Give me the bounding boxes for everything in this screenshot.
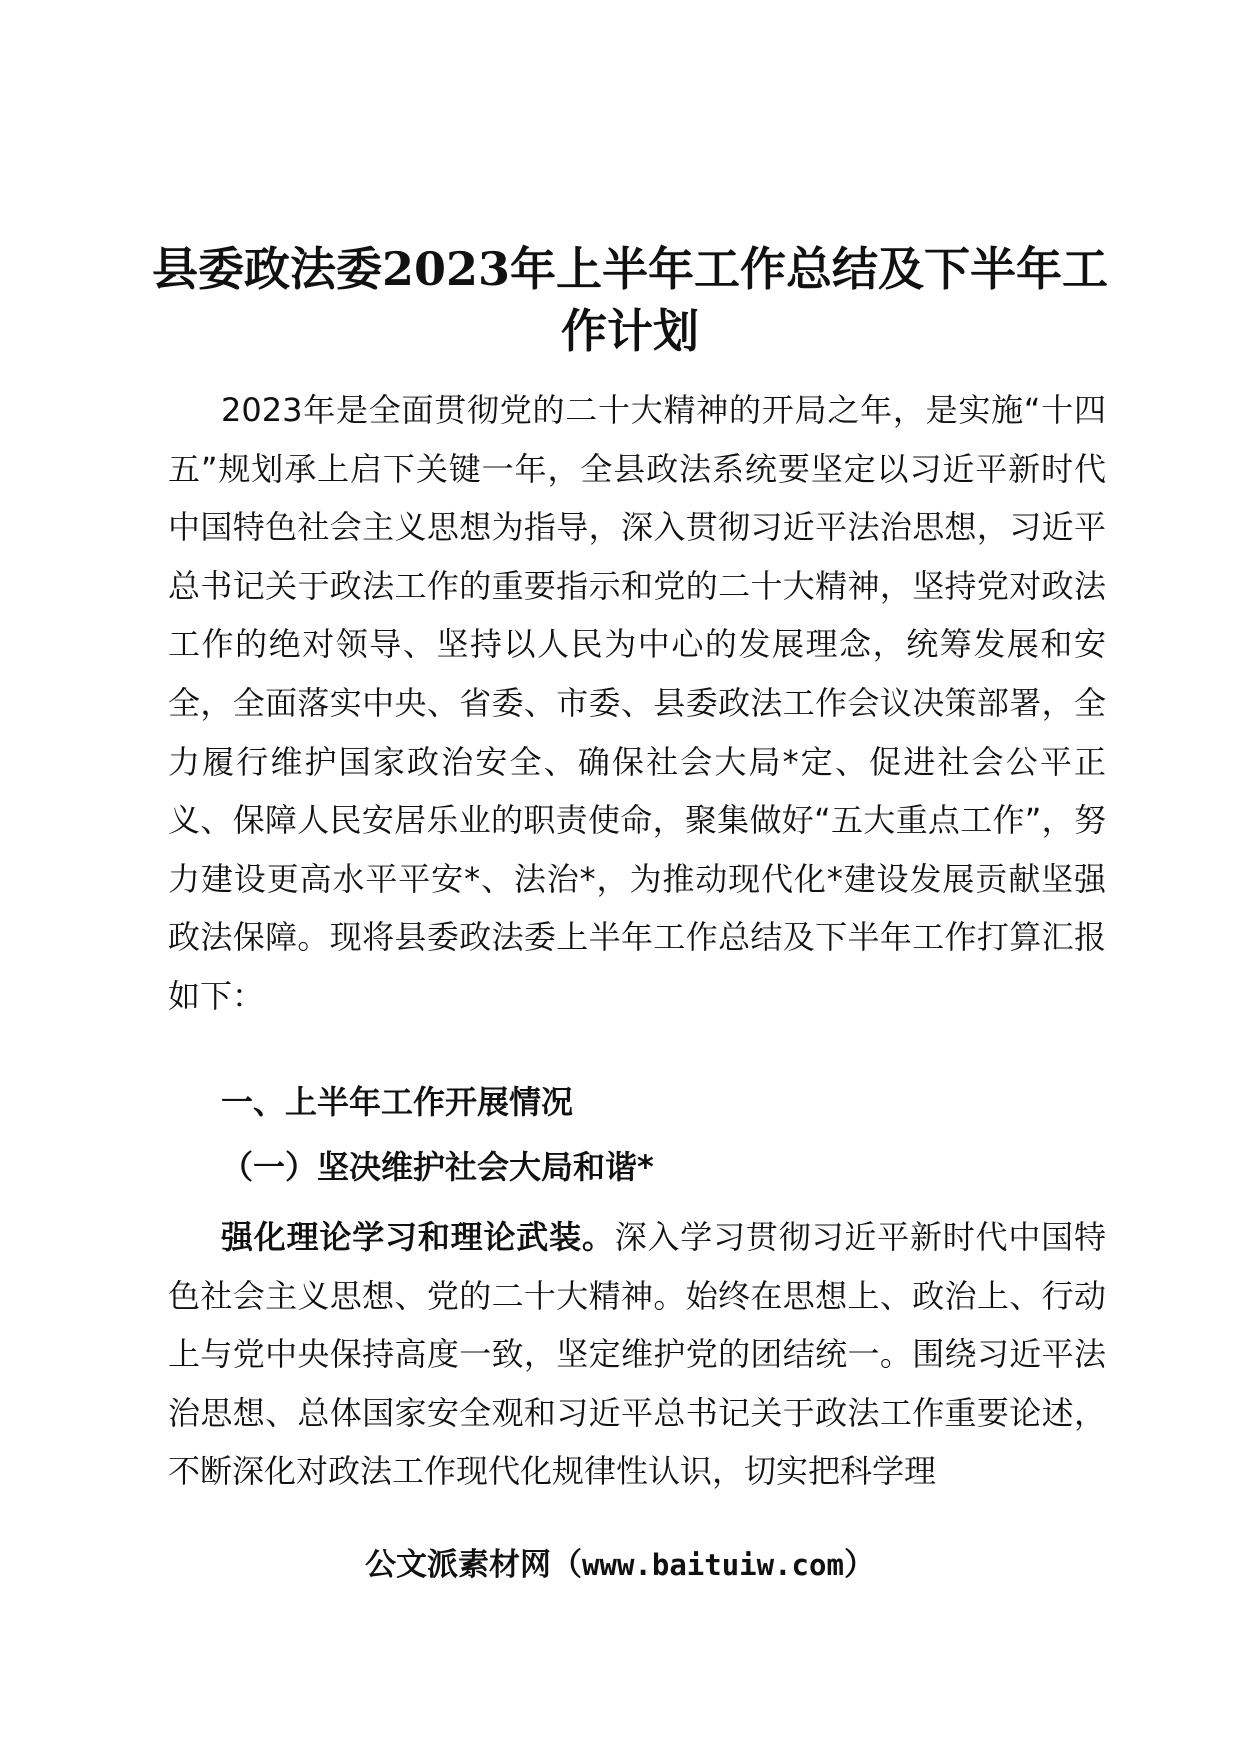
footer-open-paren: （ <box>551 1547 583 1583</box>
footer-url: www.baituiw.com <box>582 1548 844 1582</box>
watermark-footer <box>0 1543 1240 1587</box>
body-paragraph <box>168 1208 1106 1501</box>
footer-site-name: 公文派素材网 <box>365 1547 552 1583</box>
paragraph-lead-sentence: 强化理论学习和理论武装。 <box>221 1218 615 1256</box>
paragraph-body-text: 深入学习贯彻习近平新时代中国特色社会主义思想、党的二十大精神。始终在思想上、政治上、行动上与党中央保持高度一致，坚定维护党的团结统一。围绕习近平法治思想、总体国家安全观和习近平总书记关于政法工作重要论述，不断深化对政法工作现代化规律性认识，切实把科学理 <box>168 1218 1106 1491</box>
section-heading: 一、上半年工作开展情况 <box>221 1083 574 1121</box>
document-title: 县委政法委2023年上半年工作总结及下半年工作计划 <box>151 242 1109 358</box>
footer-close-paren: ） <box>843 1547 875 1583</box>
intro-paragraph: 2023年是全面贯彻党的二十大精神的开局之年，是实施“十四五”规划承上启下关键一年，全县政法系统要坚定以习近平新时代中国特色社会主义思想为指导，深入贯彻习近平法治思想，习近平总书记关于政法工作的重要指示和党的二十大精神，坚持党对政法工作的绝对领导、坚持以人民为中心的发展理念，统筹发展和安全，全面落实中央、省委、市委、县委政法工作会议决策部署，全力履行维护国家政治安全、确保社会大局*定、促进社会公平正义、保障人民安居乐业的职责使命，聚集做好“五大重点工作”，努力建设更高水平平安*、法治*，为推动现代化*建设发展贡献坚强政法保障。现将县委政法委上半年工作总结及下半年工作打算汇报如下： <box>168 391 1106 1015</box>
subsection-heading: （一）坚决维护社会大局和谐* <box>221 1148 654 1186</box>
